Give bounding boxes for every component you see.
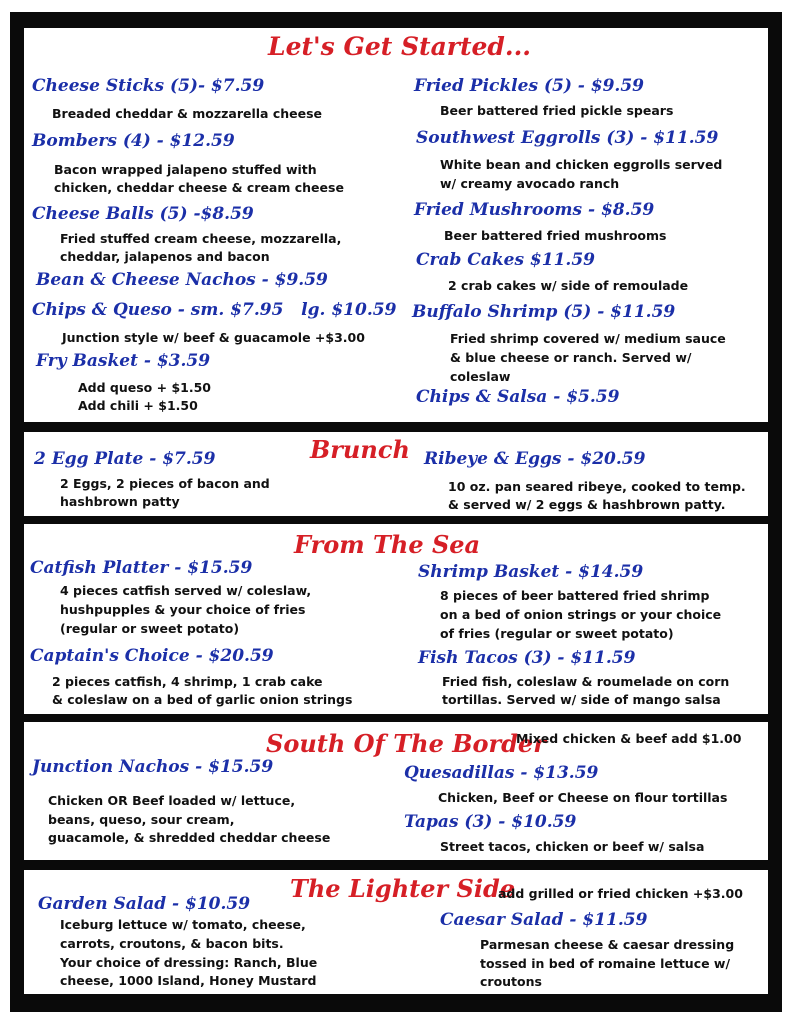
desc-chips-queso: Junction style w/ beef & guacamole +$3.00 <box>62 330 365 345</box>
desc-crab-cakes: 2 crab cakes w/ side of remoulade <box>448 278 689 293</box>
desc-caesar-salad-3: croutons <box>480 974 542 989</box>
desc-shrimp-basket-3: of fries (regular or sweet potato) <box>440 626 674 641</box>
item-cheese-sticks: Cheese Sticks (5)- $7.59 <box>32 76 265 96</box>
item-tapas: Tapas (3) - $10.59 <box>404 812 577 832</box>
desc-garden-salad-3: Your choice of dressing: Ranch, Blue <box>60 955 318 970</box>
desc-2-egg-plate-1: 2 Eggs, 2 pieces of bacon and <box>60 476 270 491</box>
desc-southwest-eggrolls-2: w/ creamy avocado ranch <box>440 176 620 191</box>
item-crab-cakes: Crab Cakes $11.59 <box>416 250 595 270</box>
desc-tapas: Street tacos, chicken or beef w/ salsa <box>440 839 705 854</box>
desc-buffalo-shrimp-2: & blue cheese or ranch. Served w/ <box>450 350 692 365</box>
desc-fried-mushrooms: Beer battered fried mushrooms <box>444 228 667 243</box>
item-2-egg-plate: 2 Egg Plate - $7.59 <box>34 449 216 469</box>
desc-ribeye-eggs-2: & served w/ 2 eggs & hashbrown patty. <box>448 497 726 512</box>
desc-cheese-balls-1: Fried stuffed cream cheese, mozzarella, <box>60 231 342 246</box>
desc-quesadillas: Chicken, Beef or Cheese on flour tortillas <box>438 790 728 805</box>
item-shrimp-basket: Shrimp Basket - $14.59 <box>418 562 644 582</box>
panel-sea <box>24 524 768 714</box>
desc-fry-basket-1: Add queso + $1.50 <box>78 380 211 395</box>
desc-catfish-platter-1: 4 pieces catfish served w/ coleslaw, <box>60 583 312 598</box>
desc-southwest-eggrolls-1: White bean and chicken eggrolls served <box>440 157 723 172</box>
desc-garden-salad-4: cheese, 1000 Island, Honey Mustard <box>60 973 317 988</box>
section-title-sea: From The Sea <box>294 530 481 559</box>
desc-junction-nachos-3: guacamole, & shredded cheddar cheese <box>48 830 331 845</box>
lighter-note: add grilled or fried chicken +$3.00 <box>498 886 743 901</box>
item-buffalo-shrimp: Buffalo Shrimp (5) - $11.59 <box>412 302 676 322</box>
desc-caesar-salad-2: tossed in bed of romaine lettuce w/ <box>480 956 731 971</box>
desc-fish-tacos-2: tortillas. Served w/ side of mango salsa <box>442 692 721 707</box>
item-bean-cheese-nachos: Bean & Cheese Nachos - $9.59 <box>36 270 328 290</box>
item-captains-choice: Captain's Choice - $20.59 <box>30 646 274 666</box>
item-southwest-eggrolls: Southwest Eggrolls (3) - $11.59 <box>416 128 719 148</box>
item-cheese-balls: Cheese Balls (5) -$8.59 <box>32 204 254 224</box>
desc-shrimp-basket-1: 8 pieces of beer battered fried shrimp <box>440 588 710 603</box>
section-title-border: South Of The Border <box>266 729 546 758</box>
item-fried-mushrooms: Fried Mushrooms - $8.59 <box>414 200 655 220</box>
section-title-brunch: Brunch <box>310 435 410 464</box>
desc-junction-nachos-1: Chicken OR Beef loaded w/ lettuce, <box>48 793 296 808</box>
panel-brunch <box>24 432 768 516</box>
desc-garden-salad-1: Iceburg lettuce w/ tomato, cheese, <box>60 917 306 932</box>
desc-caesar-salad-1: Parmesan cheese & caesar dressing <box>480 937 735 952</box>
desc-captains-choice-1: 2 pieces catfish, 4 shrimp, 1 crab cake <box>52 674 323 689</box>
item-garden-salad: Garden Salad - $10.59 <box>38 894 251 914</box>
desc-catfish-platter-3: (regular or sweet potato) <box>60 621 240 636</box>
item-fried-pickles: Fried Pickles (5) - $9.59 <box>414 76 644 96</box>
border-note: Mixed chicken & beef add $1.00 <box>516 731 742 746</box>
item-fish-tacos: Fish Tacos (3) - $11.59 <box>418 648 636 668</box>
desc-catfish-platter-2: hushpupples & your choice of fries <box>60 602 306 617</box>
desc-ribeye-eggs-1: 10 oz. pan seared ribeye, cooked to temp. <box>448 479 746 494</box>
desc-cheese-sticks: Breaded cheddar & mozzarella cheese <box>52 106 322 121</box>
desc-bombers-2: chicken, cheddar cheese & cream cheese <box>54 180 344 195</box>
panel-border <box>24 722 768 860</box>
desc-fish-tacos-1: Fried fish, coleslaw & roumelade on corn <box>442 674 730 689</box>
panel-started <box>24 28 768 422</box>
desc-buffalo-shrimp-3: coleslaw <box>450 369 511 384</box>
desc-garden-salad-2: carrots, croutons, & bacon bits. <box>60 936 284 951</box>
item-quesadillas: Quesadillas - $13.59 <box>404 763 599 783</box>
item-chips-queso: Chips & Queso - sm. $7.95 lg. $10.59 <box>32 300 397 320</box>
item-caesar-salad: Caesar Salad - $11.59 <box>440 910 648 930</box>
desc-buffalo-shrimp-1: Fried shrimp covered w/ medium sauce <box>450 331 726 346</box>
desc-shrimp-basket-2: on a bed of onion strings or your choice <box>440 607 722 622</box>
panel-lighter <box>24 870 768 994</box>
item-catfish-platter: Catfish Platter - $15.59 <box>30 558 253 578</box>
desc-2-egg-plate-2: hashbrown patty <box>60 494 180 509</box>
item-junction-nachos: Junction Nachos - $15.59 <box>32 757 274 777</box>
item-ribeye-eggs: Ribeye & Eggs - $20.59 <box>424 449 646 469</box>
desc-captains-choice-2: & coleslaw on a bed of garlic onion strings <box>52 692 353 707</box>
section-title-lighter: The Lighter Side <box>290 874 516 903</box>
desc-fried-pickles: Beer battered fried pickle spears <box>440 103 674 118</box>
desc-bombers-1: Bacon wrapped jalapeno stuffed with <box>54 162 317 177</box>
item-chips-salsa: Chips & Salsa - $5.59 <box>416 387 620 407</box>
section-title-started: Let's Get Started... <box>268 32 531 61</box>
item-bombers: Bombers (4) - $12.59 <box>32 131 235 151</box>
item-fry-basket: Fry Basket - $3.59 <box>36 351 211 371</box>
desc-cheese-balls-2: cheddar, jalapenos and bacon <box>60 249 270 264</box>
desc-junction-nachos-2: beans, queso, sour cream, <box>48 812 235 827</box>
desc-fry-basket-2: Add chili + $1.50 <box>78 398 198 413</box>
